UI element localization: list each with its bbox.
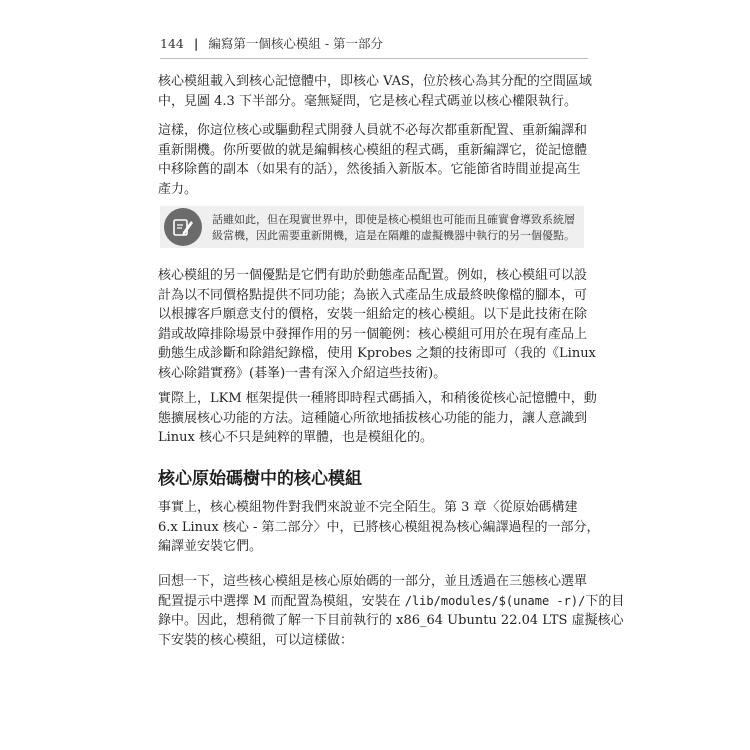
text-line: 編譯並安裝它們。 [158, 539, 263, 554]
pencil-note-icon [164, 208, 202, 246]
text-line: 這樣，你這位核心或驅動程式開發人員就不必每次都重新配置、重新編譯和 [158, 123, 588, 138]
text-line: 核心模組的另一個優點是它們有助於動態產品配置。例如，核心模組可以設 [158, 268, 588, 283]
text-line: 回想一下，這些核心模組是核心原始碼的一部分，並且透過在三態核心選單 [158, 574, 588, 589]
text-line: 下安裝的核心模組，可以這樣做： [158, 632, 354, 648]
paragraph-5 [158, 498, 600, 557]
paragraph-4 [158, 389, 597, 448]
paragraph-2 [158, 121, 588, 199]
text-line: 中，見圖 4.3 下半部分。毫無疑問，它是核心程式碼並以核心權限執行。 [158, 93, 577, 109]
text-line: 態擴展核心功能的方法。這種隨心所欲地插拔核心功能的能力，讓人意識到 [158, 410, 588, 426]
header-separator: | [193, 36, 199, 51]
text-line: 產力。 [158, 181, 198, 197]
text-segment: 下的目 [585, 593, 625, 609]
text-line: 核心除錯實務》(碁峯)一書有深入介紹這些技術)。 [158, 365, 447, 381]
text-line: 6.x Linux 核心 - 第二部分〉中，已將核心模組視為核心編譯過程的一部分， [158, 519, 600, 535]
text-line: 錄中。因此，想稍微了解一下目前執行的 x86_64 Ubuntu 22.04 LTS 虛擬核心 [158, 613, 624, 628]
text-segment: 配置提示中選擇 M 而配置為模組，安裝在 [158, 593, 405, 609]
paragraph-1 [158, 72, 592, 111]
text-line [158, 592, 625, 612]
code-path: /lib/modules/$(uname -r)/ [404, 593, 586, 608]
text-line: 重新開機。你所要做的就是編輯核心模組的程式碼，重新編譯它，從記憶體 [158, 142, 588, 158]
paragraph-6 [158, 572, 625, 650]
tip-box [160, 206, 584, 248]
running-header [160, 34, 588, 59]
tip-text [212, 212, 580, 244]
text-line: 中移除舊的副本（如果有的話），然後插入新版本。它能節省時間並提高生 [158, 162, 581, 177]
tip-line: 級當機，因此需要重新開機，這是在隔離的虛擬機器中執行的另一個優點。 [212, 229, 575, 242]
tip-line: 話雖如此，但在現實世界中，即使是核心模組也可能而且確實會導致系統層 [212, 213, 575, 226]
text-line: 以根據客戶願意支付的價格，安裝一組給定的核心模組。以下是此技術在除 [158, 307, 588, 322]
section-heading: 核心原始碼樹中的核心模組 [158, 469, 362, 489]
text-line: 實際上，LKM 框架提供一種將即時程式碼插入，和稍後從核心記憶體中，動 [158, 391, 597, 406]
text-line: 動態生成診斷和除錯紀錄檔，使用 Kprobes 之類的技術即可（我的《Linux [158, 346, 596, 361]
text-line: 事實上，核心模組物件對我們來說並不完全陌生。第 3 章〈從原始碼構建 [158, 500, 578, 515]
text-line: 錯或故障排除場景中發揮作用的另一個範例：核心模組可用於在現有產品上 [158, 326, 588, 342]
text-line: 計為以不同價格點提供不同功能；為嵌入式產品生成最終映像檔的腳本，可 [158, 287, 588, 303]
paragraph-3 [158, 266, 596, 383]
page-number: 144 [160, 36, 184, 51]
chapter-title: 編寫第一個核心模組 - 第一部分 [208, 36, 384, 51]
text-line: Linux 核心不只是純粹的單體，也是模組化的。 [158, 430, 433, 445]
text-line: 核心模組載入到核心記憶體中，即核心 VAS，位於核心為其分配的空間區域 [158, 74, 592, 89]
